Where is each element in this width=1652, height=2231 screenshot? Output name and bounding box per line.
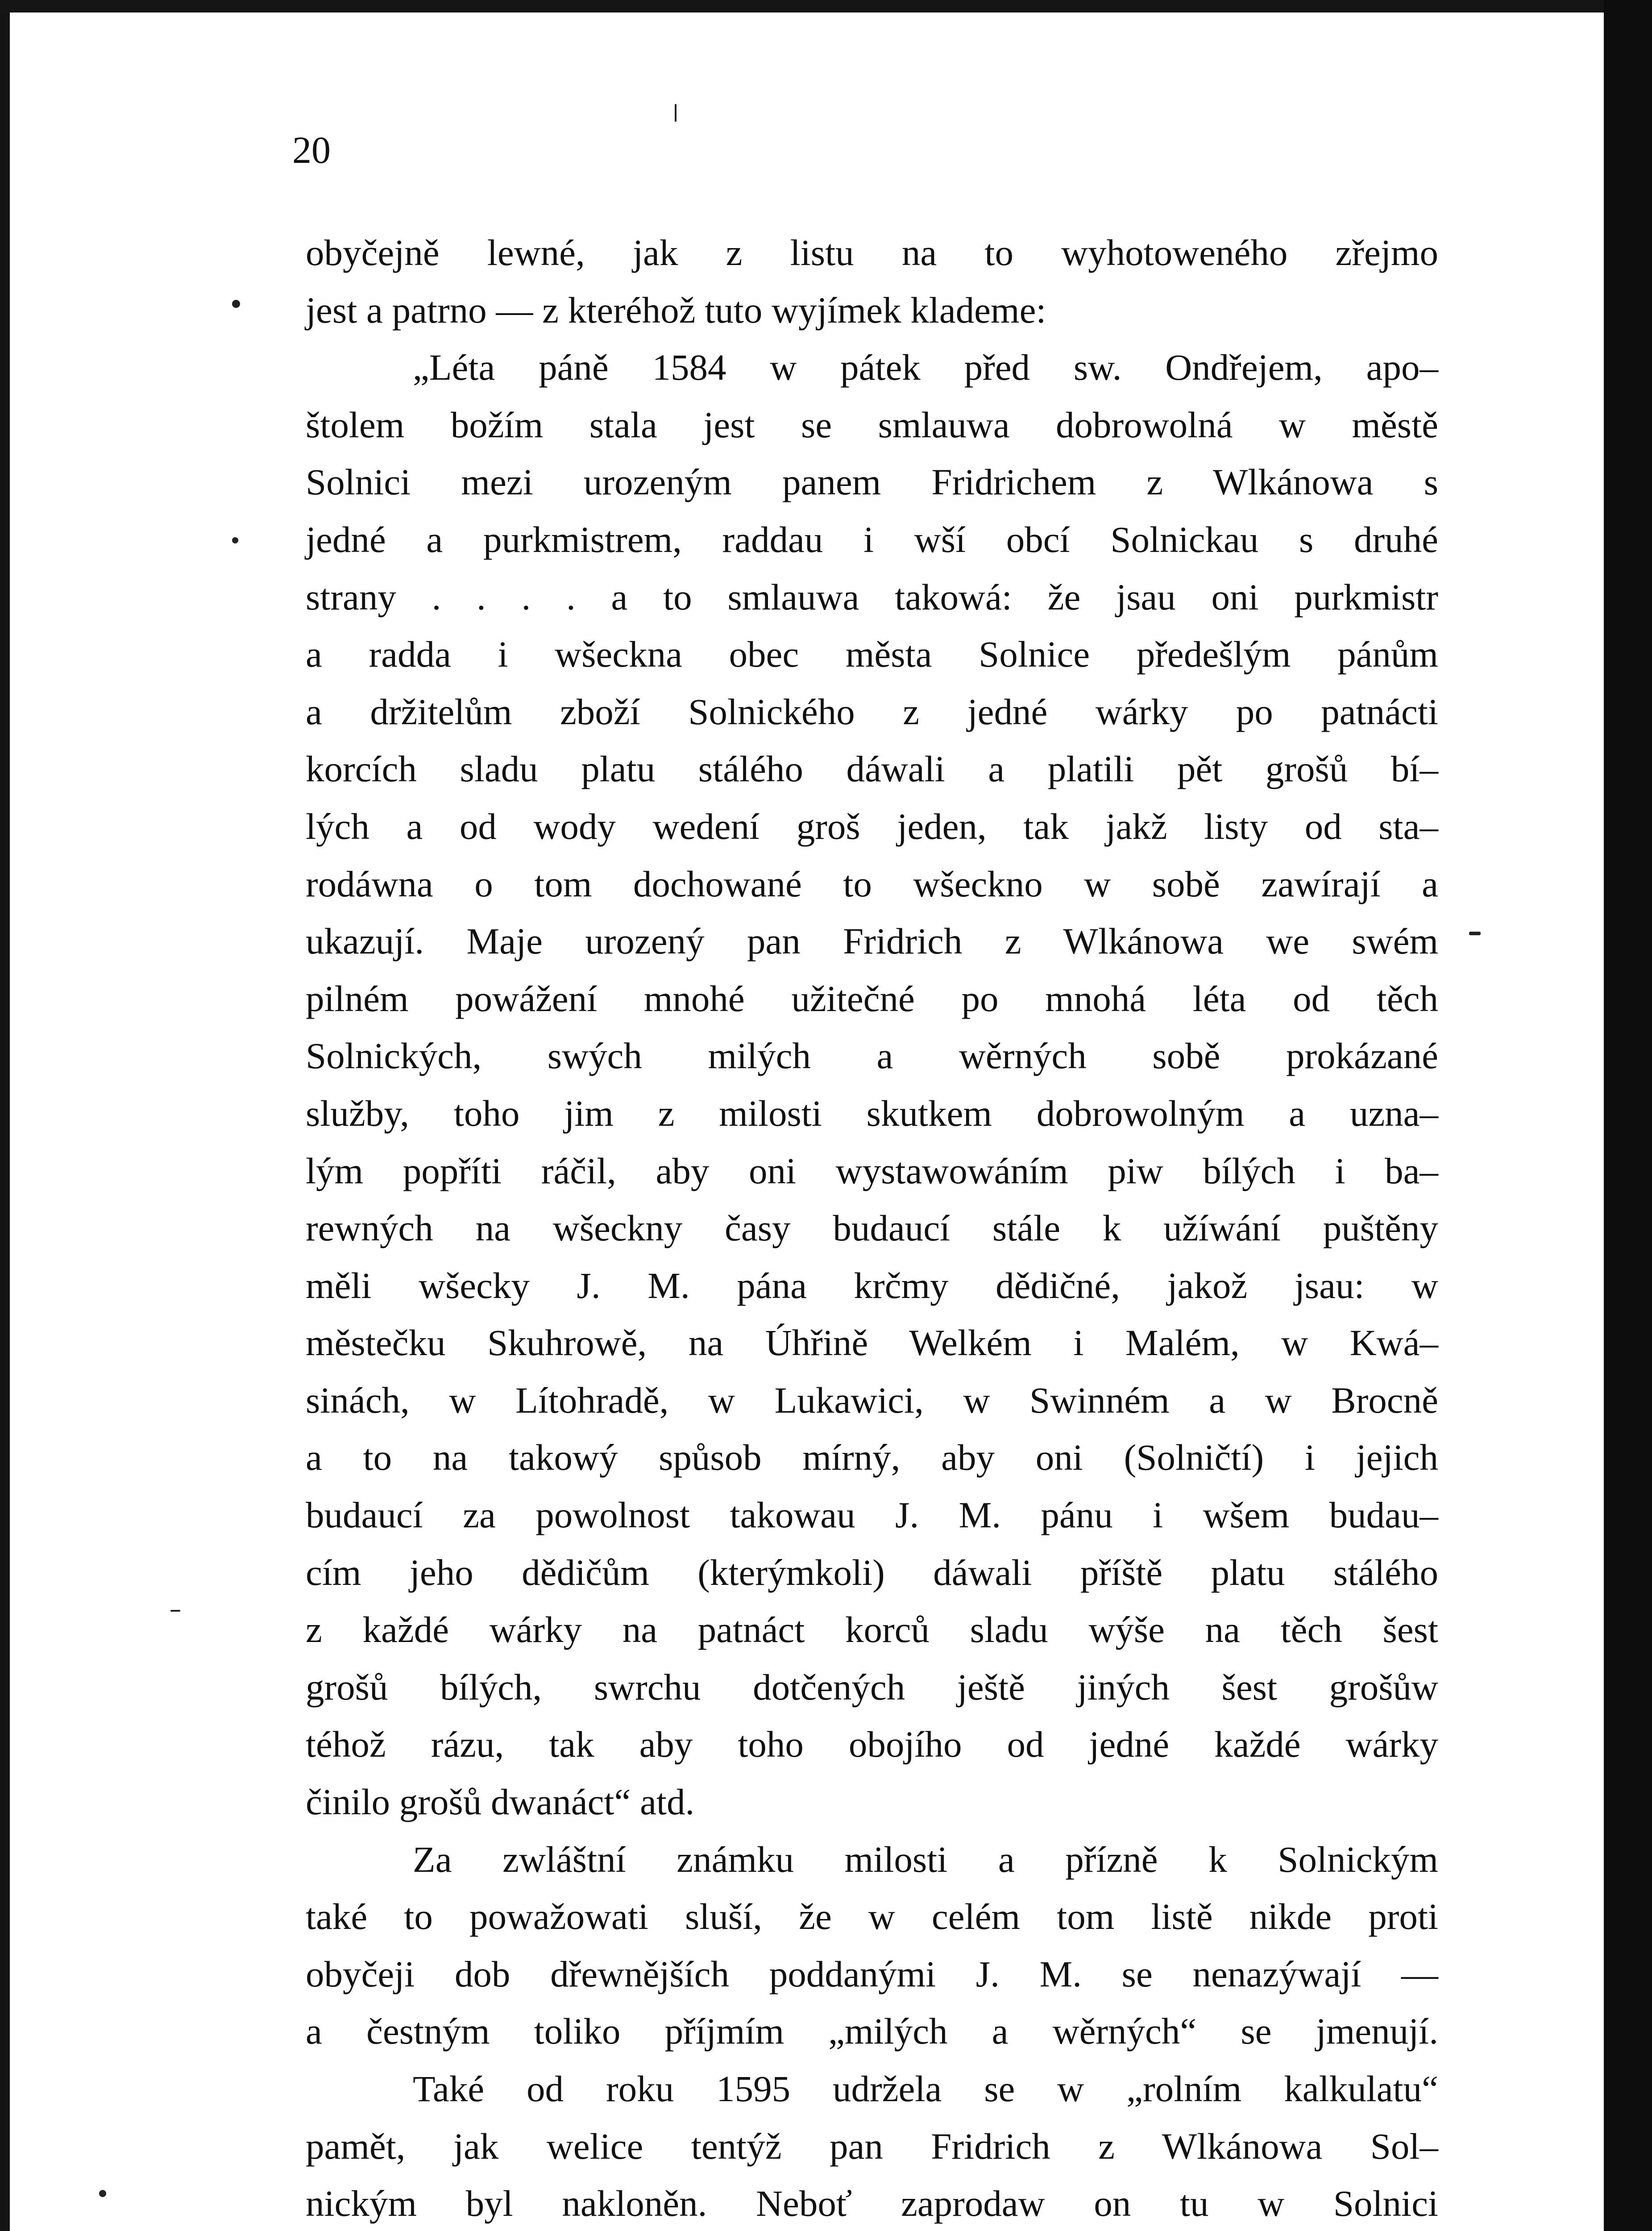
text-line: z každé wárky na patnáct korců sladu wýše na těch šest (306, 1609, 1438, 1650)
text-line: Solnických, swých milých a wěrných sobě prokázané (306, 1035, 1438, 1077)
text-line: korcích sladu platu stálého dáwali a platili pět grošů bí– (306, 748, 1438, 790)
text-line: také to powažowati sluší, že w celém tom listě nikde proti (306, 1896, 1438, 1937)
scan-speck (675, 104, 677, 122)
text-line: budaucí za powolnost takowau J. M. pánu i wšem budau– (306, 1494, 1438, 1536)
text-line: jedné a purkmistrem, raddau i wší obcí Solnickau s druhé (306, 518, 1438, 560)
text-line: rodáwna o tom dochowané to wšeckno w sobě zawírají a (306, 863, 1438, 904)
text-line: téhož rázu, tak aby toho obojího od jedné každé wárky (306, 1724, 1438, 1765)
text-line: rewných na wšeckny časy budaucí stále k užíwání puštěny (306, 1207, 1438, 1249)
text-line: strany . . . . a to smlauwa takowá: že jsau oni purkmistr (306, 576, 1438, 618)
text-line: služby, toho jim z milosti skutkem dobrowolným a uzna– (306, 1092, 1438, 1134)
text-line: Za zwláštní známku milosti a přízně k Solnickým (413, 1838, 1438, 1880)
text-line: a radda i wšeckna obec města Solnice předešlým pánům (306, 634, 1438, 675)
text-line: nickým byl nakloněn. Neboť zaprodaw on tu w Solnici (306, 2183, 1438, 2224)
text-line: měli wšecky J. M. pána krčmy dědičné, jakož jsau: w (306, 1265, 1438, 1306)
text-line: pamět, jak welice tentýž pan Fridrich z Wlkánowa Sol– (306, 2125, 1438, 2167)
text-line: obyčejně lewné, jak z listu na to wyhotoweného zřejmo (306, 232, 1438, 273)
page-number: 20 (292, 129, 331, 171)
text-line: lých a od wody wedení groš jeden, tak jakž listy od sta– (306, 805, 1438, 847)
page-text (306, 224, 1438, 2231)
text-line: sinách, w Lítohradě, w Lukawici, w Swinném a w Brocně (306, 1379, 1438, 1421)
scan-speck (1469, 932, 1481, 935)
text-line: jest a patrno — z kteréhož tuto wyjímek klademe: (306, 289, 1046, 331)
text-line: a držitelům zboží Solnického z jedné wárky po patnácti (306, 691, 1438, 732)
text-line: Solnici mezi urozeným panem Fridrichem z Wlkánowa s (306, 461, 1438, 503)
scan-right-border (1604, 0, 1652, 2231)
text-line: činilo grošů dwanáct“ atd. (306, 1781, 695, 1823)
scan-speck (232, 537, 238, 543)
text-line: grošů bílých, swrchu dotčených ještě jiných šest grošůw (306, 1666, 1438, 1708)
text-line: cím jeho dědičům (kterýmkoli) dáwali příště platu stálého (306, 1551, 1438, 1593)
text-line: pilném powážení mnohé užitečné po mnohá léta od těch (306, 978, 1438, 1019)
text-line: lým popříti ráčil, aby oni wystawowáním piw bílých i ba– (306, 1150, 1438, 1191)
book-page (10, 12, 1604, 2231)
text-line: „Léta páně 1584 w pátek před sw. Ondřejem, apo– (413, 347, 1438, 388)
text-line: obyčeji dob dřewnějších poddanými J. M. se nenazýwají — (306, 1953, 1438, 1995)
text-line: a to na takowý spůsob mírný, aby oni (Solničtí) i jejich (306, 1437, 1438, 1478)
scan-speck (232, 300, 240, 308)
text-line: ukazují. Maje urozený pan Fridrich z Wlkánowa we swém (306, 921, 1438, 962)
scan-speck (99, 2190, 106, 2197)
text-line: a čestným toliko příjmím „milých a wěrných“ se jmenují. (306, 2011, 1438, 2052)
text-line: městečku Skuhrowě, na Úhřině Welkém i Malém, w Kwá– (306, 1322, 1438, 1364)
scan-speck (170, 1610, 180, 1612)
scan-top-border (0, 0, 1652, 12)
text-line: Také od roku 1595 udržela se w „rolním kalkulatu“ (413, 2068, 1438, 2109)
text-line: štolem božím stala jest se smlauwa dobrowolná w městě (306, 404, 1438, 445)
